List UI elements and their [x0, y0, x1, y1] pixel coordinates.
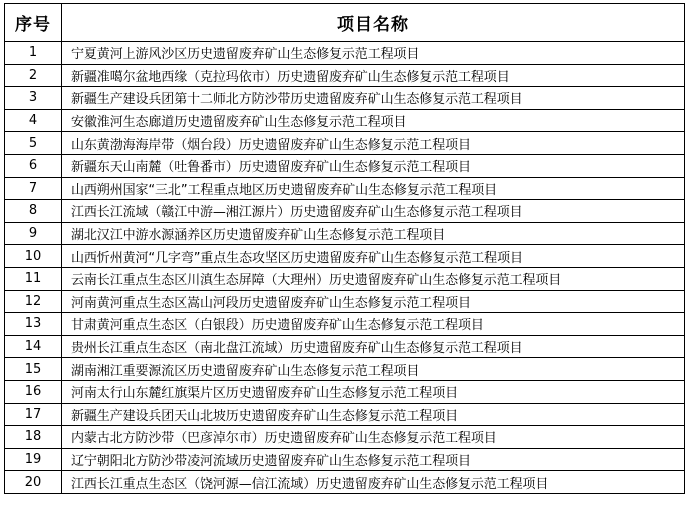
column-header-name: 项目名称	[62, 4, 685, 42]
cell-project-name: 新疆生产建设兵团第十二师北方防沙带历史遗留废弃矿山生态修复示范工程项目	[62, 87, 685, 110]
table-row	[5, 154, 685, 177]
cell-project-name: 山东黄渤海海岸带（烟台段）历史遗留废弃矿山生态修复示范工程项目	[62, 132, 685, 155]
project-list-table	[4, 3, 685, 494]
cell-project-name: 新疆生产建设兵团天山北坡历史遗留废弃矿山生态修复示范工程项目	[62, 403, 685, 426]
table-row	[5, 222, 685, 245]
cell-project-name: 湖北汉江中游水源涵养区历史遗留废弃矿山生态修复示范工程项目	[62, 222, 685, 245]
cell-index: 7	[5, 177, 62, 200]
table-row	[5, 471, 685, 494]
cell-project-name: 河南太行山东麓红旗渠片区历史遗留废弃矿山生态修复示范工程项目	[62, 380, 685, 403]
table-row	[5, 267, 685, 290]
table-row	[5, 426, 685, 449]
cell-index: 2	[5, 64, 62, 87]
table-row	[5, 335, 685, 358]
cell-project-name: 内蒙古北方防沙带（巴彦淖尔市）历史遗留废弃矿山生态修复示范工程项目	[62, 426, 685, 449]
table-row	[5, 42, 685, 65]
column-header-index: 序号	[5, 4, 62, 42]
cell-index: 15	[5, 358, 62, 381]
table-header	[5, 4, 685, 42]
table-row	[5, 403, 685, 426]
cell-index: 10	[5, 245, 62, 268]
cell-project-name: 江西长江流域（赣江中游—湘江源片）历史遗留废弃矿山生态修复示范工程项目	[62, 200, 685, 223]
cell-index: 13	[5, 313, 62, 336]
cell-index: 18	[5, 426, 62, 449]
cell-index: 14	[5, 335, 62, 358]
cell-index: 6	[5, 154, 62, 177]
cell-index: 20	[5, 471, 62, 494]
cell-project-name: 江西长江重点生态区（饶河源—信江流域）历史遗留废弃矿山生态修复示范工程项目	[62, 471, 685, 494]
table-row	[5, 313, 685, 336]
cell-project-name: 山西忻州黄河“几字弯”重点生态攻坚区历史遗留废弃矿山生态修复示范工程项目	[62, 245, 685, 268]
table-row	[5, 448, 685, 471]
cell-project-name: 安徽淮河生态廊道历史遗留废弃矿山生态修复示范工程项目	[62, 109, 685, 132]
cell-index: 9	[5, 222, 62, 245]
cell-index: 5	[5, 132, 62, 155]
cell-project-name: 甘肃黄河重点生态区（白银段）历史遗留废弃矿山生态修复示范工程项目	[62, 313, 685, 336]
cell-project-name: 贵州长江重点生态区（南北盘江流域）历史遗留废弃矿山生态修复示范工程项目	[62, 335, 685, 358]
cell-index: 11	[5, 267, 62, 290]
cell-project-name: 宁夏黄河上游风沙区历史遗留废弃矿山生态修复示范工程项目	[62, 42, 685, 65]
table-row	[5, 200, 685, 223]
cell-project-name: 新疆准噶尔盆地西缘（克拉玛依市）历史遗留废弃矿山生态修复示范工程项目	[62, 64, 685, 87]
cell-index: 19	[5, 448, 62, 471]
table-row	[5, 245, 685, 268]
table-row	[5, 290, 685, 313]
table-row	[5, 87, 685, 110]
cell-index: 12	[5, 290, 62, 313]
cell-project-name: 辽宁朝阳北方防沙带凌河流域历史遗留废弃矿山生态修复示范工程项目	[62, 448, 685, 471]
cell-project-name: 湖南湘江重要源流区历史遗留废弃矿山生态修复示范工程项目	[62, 358, 685, 381]
table-body	[5, 42, 685, 494]
cell-project-name: 河南黄河重点生态区嵩山河段历史遗留废弃矿山生态修复示范工程项目	[62, 290, 685, 313]
table-row	[5, 64, 685, 87]
cell-project-name: 云南长江重点生态区川滇生态屏障（大理州）历史遗留废弃矿山生态修复示范工程项目	[62, 267, 685, 290]
table-row	[5, 380, 685, 403]
cell-index: 4	[5, 109, 62, 132]
cell-project-name: 山西朔州国家“三北”工程重点地区历史遗留废弃矿山生态修复示范工程项目	[62, 177, 685, 200]
cell-index: 8	[5, 200, 62, 223]
cell-index: 3	[5, 87, 62, 110]
cell-project-name: 新疆东天山南麓（吐鲁番市）历史遗留废弃矿山生态修复示范工程项目	[62, 154, 685, 177]
cell-index: 1	[5, 42, 62, 65]
table-row	[5, 177, 685, 200]
table-row	[5, 109, 685, 132]
cell-index: 16	[5, 380, 62, 403]
table-header-row	[5, 4, 685, 42]
cell-index: 17	[5, 403, 62, 426]
table-row	[5, 358, 685, 381]
table-row	[5, 132, 685, 155]
